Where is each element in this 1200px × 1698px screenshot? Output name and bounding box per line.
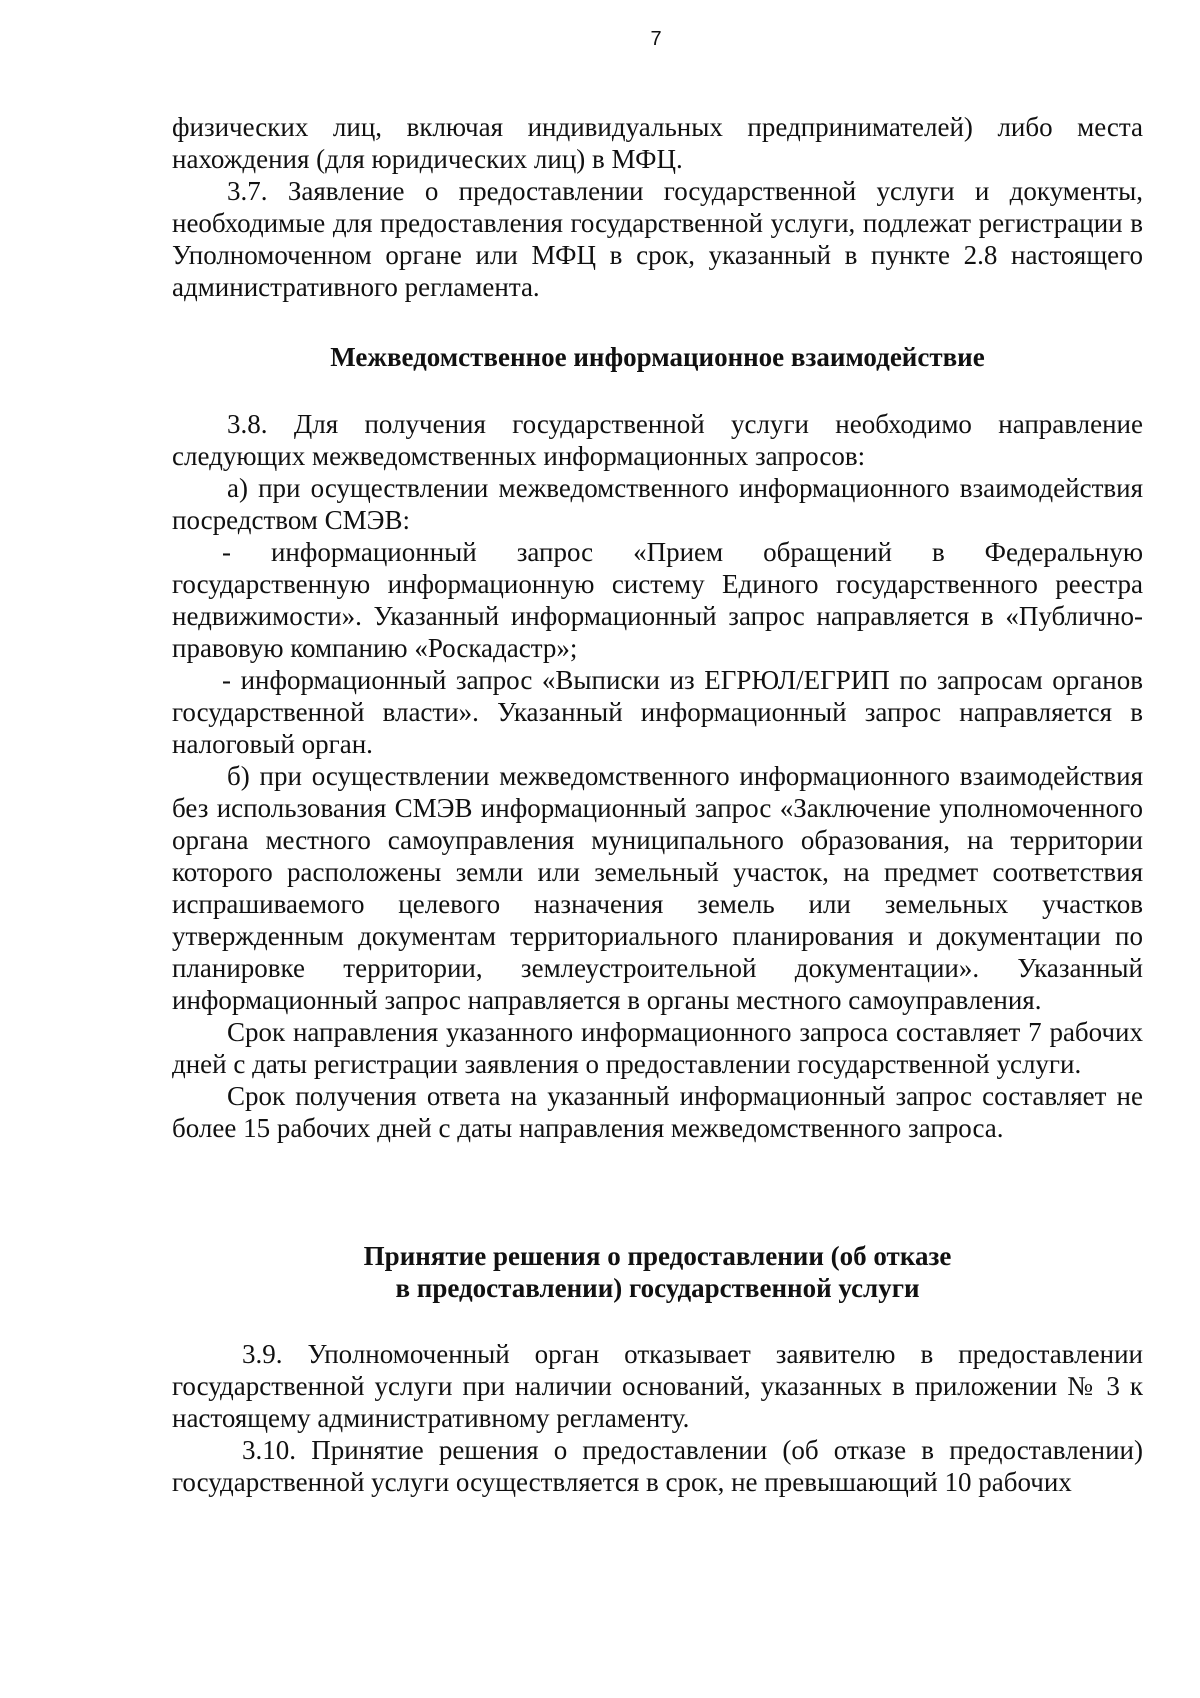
paragraph-3-7: 3.7. Заявление о предоставлении государственной услуги и документы, необходимые для предоставления государственной услуги, подлежат регистрации в Уполномоченном органе или МФЦ в срок, указанный в пункте 2.8 настоящего административного регламента. — [172, 176, 1143, 302]
paragraph-bullet-egrul: - информационный запрос «Выписки из ЕГРЮЛ/ЕГРИП по запросам органов государственной власти». Указанный информационный запрос направляется в налоговый орган. — [172, 665, 1143, 759]
section-heading-interagency: Межведомственное информационное взаимодействие — [330, 342, 985, 372]
paragraph-bullet-egrn: - информационный запрос «Прием обращений в Федеральную государственную информационную систему Единого государственного реестра недвижимости». Указанный информационный запрос направляется в «Публично-правовую компанию «Роскадастр»; — [172, 537, 1143, 663]
paragraph-3-9: 3.9. Уполномоченный орган отказывает заявителю в предоставлении государственной услуги при наличии оснований, указанных в приложении № 3 к настоящему административному регламенту. — [172, 1339, 1143, 1433]
document-body — [172, 111, 1143, 1498]
section-heading-decision-line2: в предоставлении) государственной услуги — [395, 1273, 920, 1303]
paragraph-item-a: а) при осуществлении межведомственного информационного взаимодействия посредством СМЭВ: — [172, 473, 1143, 535]
paragraph-item-b: б) при осуществлении межведомственного информационного взаимодействия без использования СМЭВ информационный запрос «Заключение уполномоченного органа местного самоуправления муниципального образования, на территории которого расположены земли или земельный участок, на предмет соответствия испрашиваемого целевого назначения земель или земельных участков утвержденным документам территориального планирования и документации по планировке территории, землеустроительной документации». Указанный информационный запрос направляется в органы местного самоуправления. — [172, 761, 1143, 1015]
paragraph-3-10: 3.10. Принятие решения о предоставлении (об отказе в предоставлении) государственной услуги осуществляется в срок, не превышающий 10 рабочих — [172, 1435, 1143, 1497]
paragraph-response-deadline: Срок получения ответа на указанный информационный запрос составляет не более 15 рабочих дней с даты направления межведомственного запроса. — [172, 1081, 1143, 1143]
page-number: 7 — [650, 28, 662, 50]
paragraph-3-8: 3.8. Для получения государственной услуги необходимо направление следующих межведомственных информационных запросов: — [172, 409, 1143, 471]
paragraph-continuation: физических лиц, включая индивидуальных предпринимателей) либо места нахождения (для юридических лиц) в МФЦ. — [172, 112, 1143, 174]
paragraph-request-deadline: Срок направления указанного информационного запроса составляет 7 рабочих дней с даты регистрации заявления о предоставлении государственной услуги. — [172, 1017, 1143, 1079]
section-heading-decision-line1: Принятие решения о предоставлении (об отказе — [363, 1241, 952, 1271]
